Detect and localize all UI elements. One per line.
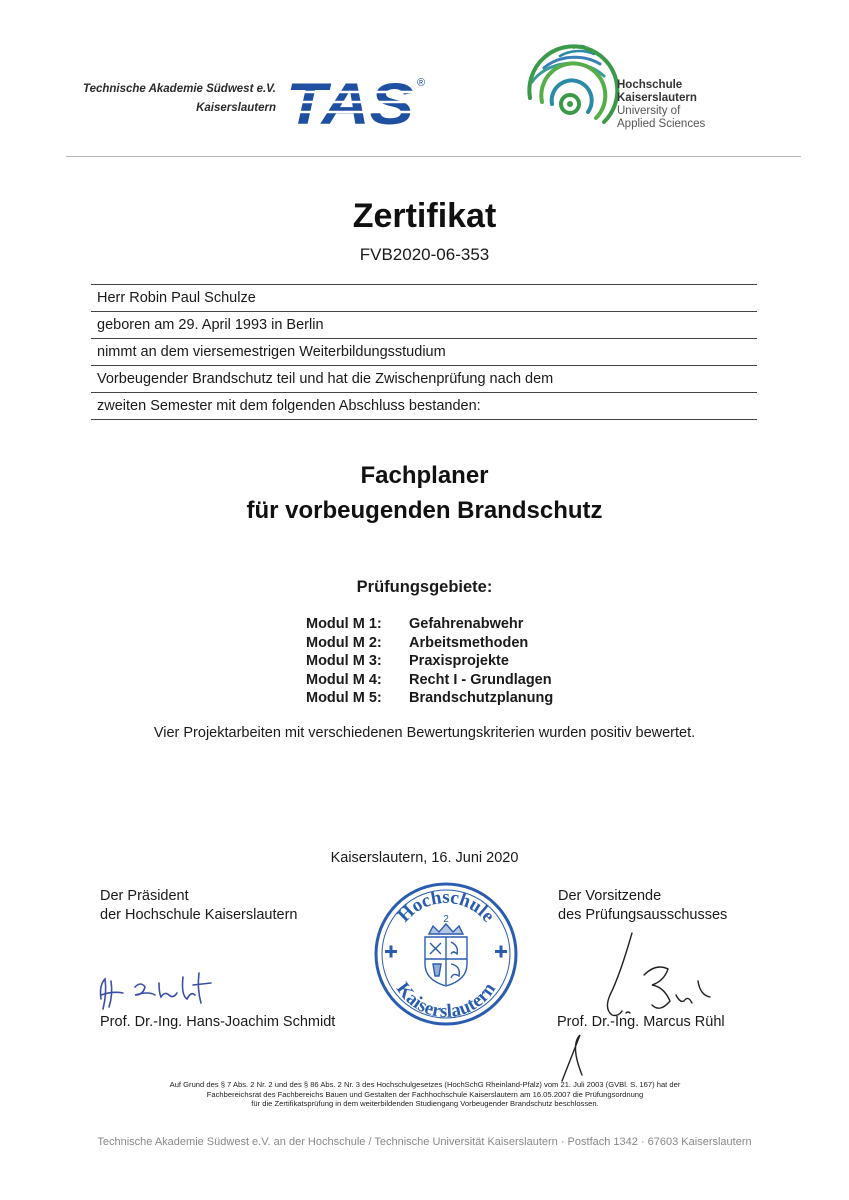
seal-number: 2	[443, 914, 449, 925]
hs-name-line1: Hochschule	[617, 79, 683, 91]
president-name: Prof. Dr.-Ing. Hans-Joachim Schmidt	[100, 1014, 336, 1030]
hochschule-logo-icon	[522, 40, 618, 150]
module-code: Modul M 2:	[306, 634, 382, 651]
module-name: Arbeitsmethoden	[409, 634, 529, 651]
certificate-title: Zertifikat	[352, 197, 497, 235]
seal-text-top: Hochschule	[393, 886, 499, 927]
registered-mark: ®	[417, 77, 426, 89]
degree-line2: für vorbeugenden Brandschutz	[246, 497, 603, 524]
chair-title	[558, 887, 727, 925]
holder-line: nimmt an dem viersemestrigen Weiterbildungsstudium	[91, 338, 757, 365]
university-seal-stamp	[373, 880, 519, 1028]
president-signature	[95, 965, 220, 1015]
legal-basis-text	[100, 1080, 750, 1109]
module-item	[306, 634, 553, 653]
legal-line: Auf Grund des § 7 Abs. 2 Nr. 2 und des § 86 Abs. 2 Nr. 3 des Hochschulgesetzes (HochSchG Rheinland-Pfalz) vom 21. Juli 2003 (GVBl. S. 167) hat der	[169, 1080, 681, 1089]
holder-line: zweiten Semester mit dem folgenden Abschluss bestanden:	[91, 392, 757, 419]
president-title	[100, 887, 297, 925]
tas-logo-text: TAS	[286, 72, 415, 137]
module-item	[306, 652, 553, 671]
certificate-number: FVB2020-06-353	[359, 245, 490, 264]
lines-bottom-rule	[91, 419, 757, 420]
tas-logo	[284, 72, 426, 137]
legal-line: Fachbereichsrat des Fachbereichs Bauen und Gestalten der Fachhochschule Kaiserslautern am 16.05.2007 die Prüfungsordnung	[206, 1089, 644, 1099]
module-name: Praxisprojekte	[409, 653, 509, 669]
module-item	[306, 615, 553, 634]
seal-text-bottom: Kaiserslautern	[391, 978, 500, 1023]
svg-text:Kaiserslautern	[392, 979, 500, 1022]
chair-name: Prof. Dr.-Ing. Marcus Rühl	[557, 1014, 725, 1030]
tas-org-line2: Kaiserslautern	[196, 102, 276, 114]
chair-title-line1: Der Vorsitzende	[558, 888, 662, 904]
module-item	[306, 671, 553, 690]
tas-org-line1: Technische Akademie Südwest e.V.	[82, 83, 276, 95]
module-name: Brandschutzplanung	[409, 690, 554, 706]
hs-name-line2: Kaiserslautern	[617, 92, 697, 104]
degree-line1: Fachplaner	[360, 462, 489, 489]
module-name: Recht I - Grundlagen	[409, 671, 552, 688]
holder-line: geboren am 29. April 1993 in Berlin	[91, 311, 757, 338]
module-code: Modul M 3:	[306, 653, 382, 669]
module-code: Modul M 5:	[306, 690, 382, 706]
certificate-holder-lines	[91, 284, 757, 420]
place-and-date: Kaiserslautern, 16. Juni 2020	[330, 850, 519, 866]
exam-areas-title: Prüfungsgebiete:	[356, 578, 493, 596]
hs-name-line3: University of	[617, 105, 681, 117]
chair-signature	[560, 925, 720, 1085]
project-note: Vier Projektarbeiten mit verschiedenen Bewertungskriterien wurden positiv bewertet.	[153, 725, 696, 741]
hs-name-line4: Applied Sciences	[617, 118, 706, 130]
legal-line: für die Zertifikatsprüfung in dem weiterbildenden Studiengang Vorbeugender Brandschutz beschlossen.	[251, 1099, 599, 1108]
holder-line: Herr Robin Paul Schulze	[91, 284, 757, 311]
tas-organization-name	[40, 80, 276, 118]
holder-line: Vorbeugender Brandschutz teil und hat die Zwischenprüfung nach dem	[91, 365, 757, 392]
module-code: Modul M 4:	[306, 671, 382, 688]
degree-title	[0, 458, 849, 528]
hochschule-name	[617, 79, 705, 131]
header-divider	[66, 156, 801, 157]
president-title-line1: Der Präsident	[100, 888, 189, 904]
president-title-line2: der Hochschule Kaiserslautern	[100, 907, 298, 923]
module-item	[306, 689, 553, 708]
chair-title-line2: des Prüfungsausschusses	[558, 907, 728, 923]
module-list	[306, 615, 553, 708]
module-code: Modul M 1:	[306, 616, 382, 632]
footer-address: Technische Akademie Südwest e.V. an der Hochschule / Technische Universität Kaiserslautern · Postfach 1342 · 67603 Kaiserslautern	[97, 1136, 752, 1148]
module-name: Gefahrenabwehr	[409, 616, 524, 632]
